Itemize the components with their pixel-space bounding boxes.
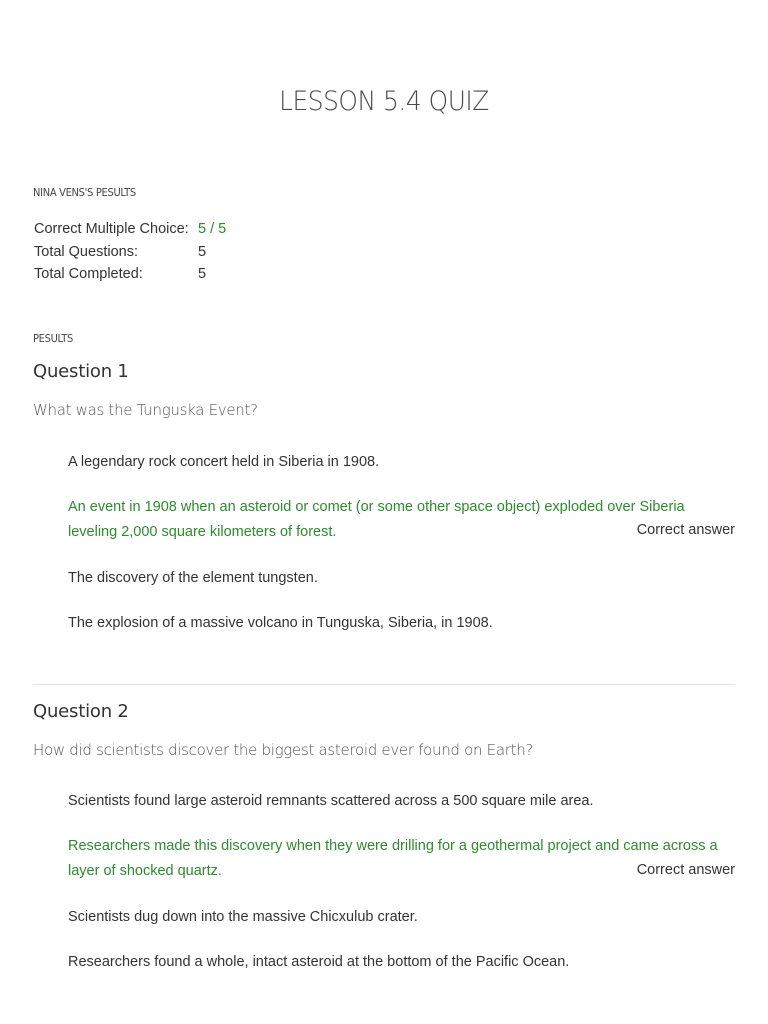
summary-value: 5 / 5 xyxy=(198,221,227,238)
answer-option: Scientists dug down into the massive Chicxulub crater. xyxy=(68,909,418,925)
summary-row xyxy=(34,218,226,241)
answer-option-correct: Researchers made this discovery when they were drilling for a geothermal project and came across a layer of shocked quartz. xyxy=(68,838,718,879)
question-text: What was the Tunguska Event? xyxy=(33,401,258,419)
results-section-label: PESULTS xyxy=(33,332,73,345)
question-heading: Question 2 xyxy=(33,701,129,722)
page-title: LESSON 5.4 QUIZ xyxy=(279,86,489,117)
summary-value: 5 xyxy=(198,243,207,260)
summary-label: Total Completed: xyxy=(34,266,143,283)
summary-row xyxy=(34,263,226,286)
summary-row xyxy=(34,241,226,264)
answer-option: The explosion of a massive volcano in Tunguska, Siberia, in 1908. xyxy=(68,615,493,631)
summary-label: Correct Multiple Choice: xyxy=(34,221,189,238)
correct-answer-tag: Correct answer xyxy=(636,862,735,878)
answer-option: A legendary rock concert held in Siberia in 1908. xyxy=(68,454,380,470)
results-summary-table xyxy=(34,218,226,286)
student-results-label: NINA VENS'S PESULTS xyxy=(33,186,136,199)
answer-option-correct: An event in 1908 when an asteroid or comet (or some other space object) exploded over Siberia leveling 2,000 square kilometers of forest. xyxy=(68,499,685,540)
summary-label: Total Questions: xyxy=(34,243,138,260)
answer-option: The discovery of the element tungsten. xyxy=(68,570,318,586)
summary-value: 5 xyxy=(198,266,207,283)
answer-option: Researchers found a whole, intact asteroid at the bottom of the Pacific Ocean. xyxy=(68,954,570,970)
question-heading: Question 1 xyxy=(33,361,129,382)
answer-option: Scientists found large asteroid remnants scattered across a 500 square mile area. xyxy=(68,793,594,809)
correct-answer-tag: Correct answer xyxy=(636,522,735,538)
question-divider xyxy=(33,684,735,685)
question-text: How did scientists discover the biggest asteroid ever found on Earth? xyxy=(33,741,534,759)
